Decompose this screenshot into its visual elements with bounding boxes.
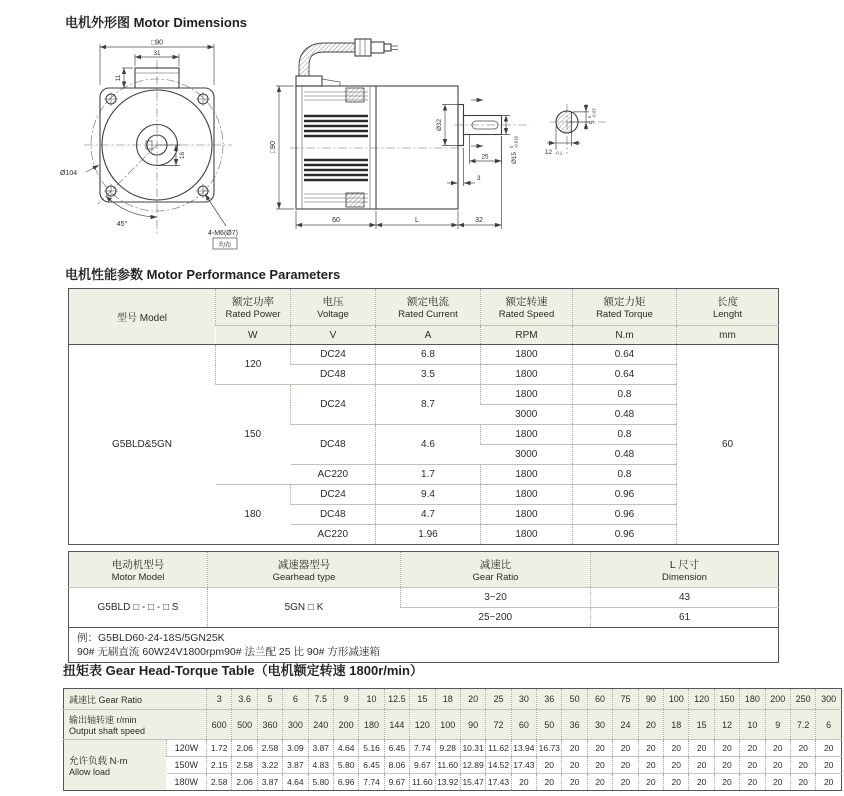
l-dimension-value: 43 <box>591 588 779 608</box>
gear-ratio-value: 5 <box>257 689 282 710</box>
gear-ratio-value: 6 <box>283 689 308 710</box>
allow-load-value: 20 <box>765 774 790 791</box>
motor-dimensions-drawing <box>58 36 633 258</box>
voltage-cell: DC24 <box>291 345 376 365</box>
gear-ratio-value: 3 <box>207 689 232 710</box>
allow-load-value: 20 <box>816 774 842 791</box>
side-view <box>270 39 530 229</box>
gear-ratio-row <box>64 689 842 710</box>
allow-load-value: 20 <box>587 757 612 774</box>
torque-cell: 0.64 <box>573 365 677 385</box>
output-speed-row <box>64 710 842 740</box>
allow-load-value: 20 <box>587 740 612 757</box>
output-speed-value: 100 <box>435 710 460 740</box>
example-line-1: 例：G5BLD60-24-18S/5GN25K <box>77 632 225 644</box>
allow-load-value: 13.94 <box>511 740 536 757</box>
gear-ratio-value: 36 <box>537 689 562 710</box>
allow-load-value: 20 <box>765 740 790 757</box>
allow-load-value: 20 <box>562 774 587 791</box>
allow-load-label: 允许负载 N·m Allow load <box>64 740 167 791</box>
allow-load-value: 20 <box>638 774 663 791</box>
allow-load-value: 3.87 <box>257 774 282 791</box>
dim-section-flat-tol-lo: -0.03 <box>591 108 597 118</box>
current-cell: 1.7 <box>376 465 481 485</box>
power-value: 150 <box>216 385 291 485</box>
allow-load-value: 20 <box>689 774 714 791</box>
gear-ratio-value: 15 <box>410 689 435 710</box>
dim-section-width-tol-hi: 0 <box>555 145 558 151</box>
torque-cell: 0.48 <box>573 445 677 465</box>
example-line-2: 90# 无刷直流 60W24V1800rpm90# 法兰配 25 比 90# 方形减速箱 <box>77 646 380 658</box>
allow-load-value: 12.89 <box>460 757 485 774</box>
current-cell: 4.7 <box>376 505 481 525</box>
model-value: G5BLD&5GN <box>69 345 216 545</box>
torque-cell: 0.96 <box>573 505 677 525</box>
voltage-cell: DC48 <box>291 365 376 385</box>
gearhead-type-code: 5GN □ K <box>208 588 401 628</box>
allow-load-value: 20 <box>638 740 663 757</box>
dim-section-flat: 5 <box>589 120 596 124</box>
allow-load-value: 8.06 <box>384 757 409 774</box>
dim-section-flat-tol-hi: 0 <box>587 115 592 118</box>
gear-ratio-label: 减速比 Gear Ratio <box>64 689 207 710</box>
unit-rated-current: A <box>376 326 481 345</box>
section-title-motor-dimensions: 电机外形图 Motor Dimensions <box>65 15 248 30</box>
allow-load-value: 4.83 <box>308 757 333 774</box>
allow-load-value: 11.62 <box>486 740 511 757</box>
current-cell: 6.8 <box>376 345 481 365</box>
gear-ratio-value: 75 <box>613 689 638 710</box>
gear-ratio-value: 180 <box>740 689 765 710</box>
l-dimension-value: 61 <box>591 608 779 628</box>
output-speed-value: 36 <box>562 710 587 740</box>
output-speed-value: 120 <box>410 710 435 740</box>
dim-section-width: 12 <box>545 149 553 156</box>
allow-load-value: 20 <box>689 740 714 757</box>
unit-length: mm <box>677 326 779 345</box>
output-speed-value: 360 <box>257 710 282 740</box>
output-speed-value: 600 <box>207 710 232 740</box>
dim-shaft-tol-hi: 0 <box>509 145 514 148</box>
gear-ratio-value: 90 <box>638 689 663 710</box>
allow-load-value: 17.43 <box>486 774 511 791</box>
allow-load-value: 5.80 <box>308 774 333 791</box>
gear-ratio-value: 9 <box>333 689 358 710</box>
gear-ratio-value: 200 <box>765 689 790 710</box>
allow-load-value: 2.58 <box>207 774 232 791</box>
allow-load-value: 6.45 <box>359 757 384 774</box>
voltage-cell: DC48 <box>291 505 376 525</box>
allow-load-value: 14.52 <box>486 757 511 774</box>
col-header-rated-torque: 额定力矩 Rated Torque <box>573 289 677 326</box>
gear-ratio-range: 25~200 <box>401 608 591 628</box>
output-speed-value: 144 <box>384 710 409 740</box>
allow-load-value: 17.43 <box>511 757 536 774</box>
col-header-model: 型号 Model <box>69 289 216 345</box>
output-speed-value: 180 <box>359 710 384 740</box>
allow-load-value: 9.67 <box>410 757 435 774</box>
allow-load-value: 20 <box>714 774 739 791</box>
gear-ratio-value: 25 <box>486 689 511 710</box>
load-row-label-180w: 180W <box>167 774 207 791</box>
allow-load-value: 20 <box>664 757 689 774</box>
allow-load-value: 20 <box>511 774 536 791</box>
allow-load-value: 7.74 <box>359 774 384 791</box>
allow-load-value: 4.64 <box>333 740 358 757</box>
speed-cell: 1800 <box>481 465 573 485</box>
gear-ratio-value: 12.5 <box>384 689 409 710</box>
allow-load-value: 20 <box>714 740 739 757</box>
torque-cell: 0.8 <box>573 425 677 445</box>
torque-cell: 0.48 <box>573 405 677 425</box>
allow-load-value: 20 <box>537 774 562 791</box>
output-speed-value: 9 <box>765 710 790 740</box>
allow-load-value: 20 <box>740 740 765 757</box>
allow-load-value: 20 <box>562 757 587 774</box>
allow-load-value: 2.58 <box>232 757 257 774</box>
allow-load-value: 2.06 <box>232 774 257 791</box>
allow-load-value: 20 <box>740 774 765 791</box>
voltage-cell: DC24 <box>291 485 376 505</box>
output-speed-value: 12 <box>714 710 739 740</box>
col-header-rated-current: 额定电流 Rated Current <box>376 289 481 326</box>
length-value: 60 <box>677 345 779 545</box>
output-speed-value: 90 <box>460 710 485 740</box>
output-speed-value: 15 <box>689 710 714 740</box>
output-speed-value: 50 <box>537 710 562 740</box>
allow-load-value: 5.16 <box>359 740 384 757</box>
speed-cell: 1800 <box>481 425 573 445</box>
allow-load-value: 9.28 <box>435 740 460 757</box>
dim-shaft-dia: Ø15 <box>511 152 518 164</box>
output-speed-value: 7.2 <box>790 710 815 740</box>
dim-angle: 45° <box>116 221 128 228</box>
output-speed-value: 500 <box>232 710 257 740</box>
gear-ratio-value: 10 <box>359 689 384 710</box>
power-value: 180 <box>216 485 291 545</box>
output-speed-value: 60 <box>511 710 536 740</box>
shaft-section-view <box>545 104 606 156</box>
output-speed-value: 10 <box>740 710 765 740</box>
current-cell: 4.6 <box>376 425 481 465</box>
gear-ratio-value: 30 <box>511 689 536 710</box>
dim-mounting-holes: 4-M6(Ø7) <box>208 230 238 237</box>
allow-load-value: 20 <box>664 740 689 757</box>
output-speed-value: 20 <box>638 710 663 740</box>
output-speed-value: 30 <box>587 710 612 740</box>
allow-load-row-180w <box>64 774 842 791</box>
dim-shaft-tol-lo: -0.018 <box>513 136 519 148</box>
unit-rated-torque: N.m <box>573 326 677 345</box>
dim-side-square: □90 <box>270 140 277 154</box>
gear-ratio-value: 150 <box>714 689 739 710</box>
dim-shaft-offset: 16 <box>179 151 186 160</box>
output-speed-value: 300 <box>283 710 308 740</box>
gear-ratio-value: 50 <box>562 689 587 710</box>
allow-load-value: 20 <box>689 757 714 774</box>
dim-key-length: 25 <box>481 153 489 161</box>
speed-cell: 1800 <box>481 505 573 525</box>
dim-gearhead-length: L <box>415 217 419 224</box>
allow-load-value: 2.58 <box>257 740 282 757</box>
allow-load-value: 4.64 <box>283 774 308 791</box>
allow-load-value: 20 <box>816 757 842 774</box>
current-cell: 9.4 <box>376 485 481 505</box>
output-speed-value: 24 <box>613 710 638 740</box>
gear-ratio-value: 300 <box>816 689 842 710</box>
gear-ratio-value: 20 <box>460 689 485 710</box>
allow-load-value: 20 <box>740 757 765 774</box>
allow-load-value: 1.72 <box>207 740 232 757</box>
voltage-cell: DC24 <box>291 385 376 425</box>
speed-cell: 3000 <box>481 405 573 425</box>
col-header-gear-ratio: 减速比 Gear Ratio <box>401 552 591 588</box>
dim-flange-circle: Ø104 <box>60 170 78 177</box>
gear-head-torque-table <box>63 688 842 791</box>
voltage-cell: AC220 <box>291 465 376 485</box>
allow-load-value: 20 <box>613 740 638 757</box>
allow-load-value: 20 <box>638 757 663 774</box>
section-title-torque-table: 扭矩表 Gear Head-Torque Table（电机额定转速 1800r/min） <box>63 663 423 678</box>
allow-load-value: 11.60 <box>410 774 435 791</box>
allow-load-value: 20 <box>613 774 638 791</box>
voltage-cell: AC220 <box>291 525 376 545</box>
gear-ratio-value: 120 <box>689 689 714 710</box>
torque-cell: 0.96 <box>573 485 677 505</box>
gear-ratio-range: 3~20 <box>401 588 591 608</box>
dim-holes-note: 均布 <box>218 241 232 249</box>
allow-load-value: 20 <box>765 757 790 774</box>
motor-performance-table <box>68 288 779 545</box>
allow-load-value: 20 <box>562 740 587 757</box>
allow-load-value: 15.47 <box>460 774 485 791</box>
model-example-note <box>69 628 779 663</box>
allow-load-value: 9.67 <box>384 774 409 791</box>
unit-rated-power: W <box>216 326 291 345</box>
output-speed-value: 18 <box>664 710 689 740</box>
col-header-gearhead-type: 减速器型号 Gearhead type <box>208 552 401 588</box>
allow-load-value: 16.73 <box>537 740 562 757</box>
speed-cell: 1800 <box>481 485 573 505</box>
speed-cell: 1800 <box>481 385 573 405</box>
torque-cell: 0.96 <box>573 525 677 545</box>
load-row-label-120w: 120W <box>167 740 207 757</box>
torque-cell: 0.64 <box>573 345 677 365</box>
allow-load-value: 2.06 <box>232 740 257 757</box>
load-row-label-150w: 150W <box>167 757 207 774</box>
section-title-performance-parameters: 电机性能参数 Motor Performance Parameters <box>65 267 341 282</box>
allow-load-value: 6.45 <box>384 740 409 757</box>
allow-load-value: 20 <box>664 774 689 791</box>
dim-boss-thickness: 3 <box>477 175 481 182</box>
gear-ratio-value: 250 <box>790 689 815 710</box>
allow-load-value: 20 <box>587 774 612 791</box>
speed-cell: 3000 <box>481 445 573 465</box>
output-speed-value: 6 <box>816 710 842 740</box>
allow-load-value: 20 <box>613 757 638 774</box>
gear-ratio-value: 7.5 <box>308 689 333 710</box>
output-speed-value: 200 <box>333 710 358 740</box>
dim-block-width: 31 <box>153 50 161 57</box>
gear-ratio-value: 3.6 <box>232 689 257 710</box>
col-header-motor-model: 电动机型号 Motor Model <box>69 552 208 588</box>
output-speed-value: 72 <box>486 710 511 740</box>
allow-load-value: 5.80 <box>333 757 358 774</box>
current-cell: 8.7 <box>376 385 481 425</box>
allow-load-value: 3.22 <box>257 757 282 774</box>
gear-ratio-value: 18 <box>435 689 460 710</box>
output-speed-label: 输出轴转速 r/min Output shaft speed <box>64 710 207 740</box>
col-header-rated-power: 额定功率 Rated Power <box>216 289 291 326</box>
allow-load-row-150w <box>64 757 842 774</box>
allow-load-value: 6.96 <box>333 774 358 791</box>
voltage-cell: DC48 <box>291 425 376 465</box>
dim-front-square: □90 <box>150 39 164 47</box>
current-cell: 3.5 <box>376 365 481 385</box>
torque-cell: 0.8 <box>573 465 677 485</box>
allow-load-value: 3.09 <box>283 740 308 757</box>
torque-cell: 0.8 <box>573 385 677 405</box>
dim-section-width-tol-lo: -0.1 <box>555 150 563 156</box>
dim-shaft-length: 32 <box>475 217 483 224</box>
col-header-rated-speed: 额定转速 Rated Speed <box>481 289 573 326</box>
allow-load-value: 20 <box>790 757 815 774</box>
unit-rated-speed: RPM <box>481 326 573 345</box>
allow-load-value: 2.15 <box>207 757 232 774</box>
speed-cell: 1800 <box>481 525 573 545</box>
allow-load-value: 20 <box>816 740 842 757</box>
speed-cell: 1800 <box>481 365 573 385</box>
allow-load-value: 3.87 <box>308 740 333 757</box>
allow-load-value: 13.92 <box>435 774 460 791</box>
col-header-voltage: 电压 Voltage <box>291 289 376 326</box>
allow-load-value: 20 <box>537 757 562 774</box>
allow-load-value: 20 <box>790 774 815 791</box>
dim-motor-length: 60 <box>332 217 340 224</box>
allow-load-value: 11.60 <box>435 757 460 774</box>
allow-load-value: 20 <box>790 740 815 757</box>
allow-load-row-120w <box>64 740 842 757</box>
allow-load-value: 3.87 <box>283 757 308 774</box>
front-view <box>60 40 238 250</box>
allow-load-value: 10.31 <box>460 740 485 757</box>
power-value: 120 <box>216 345 291 385</box>
current-cell: 1.96 <box>376 525 481 545</box>
allow-load-value: 7.74 <box>410 740 435 757</box>
gear-ratio-value: 60 <box>587 689 612 710</box>
gear-ratio-value: 100 <box>664 689 689 710</box>
col-header-l-dimension: L 尺寸 Dimension <box>591 552 779 588</box>
allow-load-value: 20 <box>714 757 739 774</box>
unit-voltage: V <box>291 326 376 345</box>
output-speed-value: 240 <box>308 710 333 740</box>
speed-cell: 1800 <box>481 345 573 365</box>
dim-boss-dia: Ø32 <box>436 119 443 131</box>
motor-model-code: G5BLD □ - □ - □ S <box>69 588 208 628</box>
dim-block-height: 11 <box>115 74 122 82</box>
col-header-length: 长度 Lenght <box>677 289 779 326</box>
gearhead-table <box>68 551 779 663</box>
